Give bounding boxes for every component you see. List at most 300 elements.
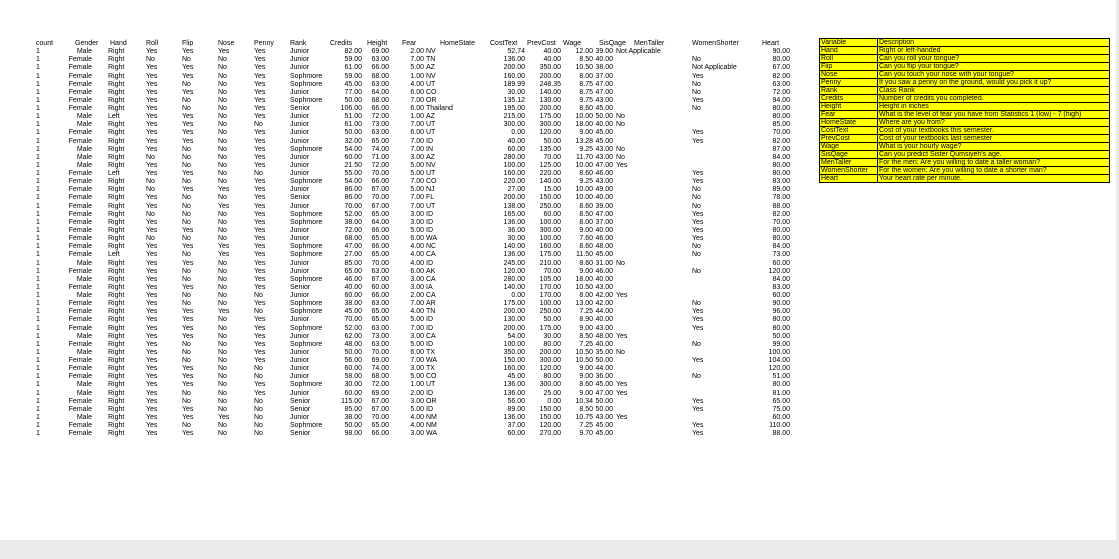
table-cell: Yes: [146, 243, 158, 251]
table-cell: Sophmore: [290, 275, 323, 283]
table-cell: 4.00: [410, 251, 424, 259]
dictionary-row: [820, 159, 1110, 167]
table-cell: 125.00: [539, 161, 561, 169]
table-cell: 89.00: [772, 186, 790, 194]
dictionary-variable: Rank: [820, 87, 878, 95]
table-cell: No: [182, 210, 191, 218]
dictionary-variable: MenTaller: [820, 159, 878, 167]
table-cell: IN: [426, 145, 433, 153]
table-cell: TX: [426, 348, 435, 356]
table-cell: Yes: [146, 357, 158, 365]
table-cell: Female: [68, 56, 92, 64]
table-cell: 160.00: [503, 365, 525, 373]
table-cell: Female: [68, 397, 92, 405]
table-cell: No: [182, 397, 191, 405]
table-cell: Female: [68, 405, 92, 413]
table-cell: Male: [76, 332, 92, 340]
table-cell: Right: [108, 397, 125, 405]
table-cell: 94.00: [772, 96, 790, 104]
table-cell: Female: [68, 80, 92, 88]
table-cell: Junior: [290, 226, 310, 234]
table-cell: 40.00: [595, 226, 613, 234]
table-cell: 74.00: [371, 365, 389, 373]
table-cell: CA: [426, 251, 436, 259]
table-cell: 7.00: [410, 300, 424, 308]
table-cell: Yes: [146, 300, 158, 308]
table-cell: CO: [426, 88, 437, 96]
table-cell: Yes: [146, 308, 158, 316]
table-cell: 9.00: [579, 324, 593, 332]
table-cell: No: [218, 430, 227, 438]
table-cell: Junior: [290, 186, 310, 194]
table-cell: Yes: [616, 161, 628, 169]
dictionary-description: Class Rank: [878, 87, 1110, 95]
table-cell: Right: [108, 381, 125, 389]
table-cell: Right: [108, 283, 125, 291]
column-header: Nose: [218, 40, 235, 47]
table-cell: Yes: [146, 316, 158, 324]
table-cell: 65.00: [344, 267, 362, 275]
table-cell: 50.00: [543, 316, 561, 324]
dictionary-description: Height in inches: [878, 103, 1110, 111]
table-cell: Yes: [692, 430, 704, 438]
table-cell: 83.00: [772, 283, 790, 291]
table-cell: Yes: [254, 235, 266, 243]
table-cell: 85.00: [344, 259, 362, 267]
table-cell: 150.00: [539, 194, 561, 202]
table-cell: Yes: [254, 348, 266, 356]
table-cell: Female: [68, 251, 92, 259]
table-cell: 1: [36, 145, 40, 153]
dictionary-row: [820, 87, 1110, 95]
table-cell: 50.00: [344, 129, 362, 137]
table-cell: Male: [76, 348, 92, 356]
table-cell: Yes: [254, 129, 266, 137]
table-cell: 195.00: [503, 105, 525, 113]
column-header: Hand: [110, 40, 127, 47]
table-cell: Female: [68, 129, 92, 137]
table-cell: 82.00: [772, 210, 790, 218]
table-cell: Right: [108, 275, 125, 283]
table-cell: 160.00: [503, 170, 525, 178]
table-cell: NV: [426, 72, 436, 80]
table-cell: Yes: [146, 422, 158, 430]
table-cell: Yes: [146, 170, 158, 178]
table-cell: No: [182, 267, 191, 275]
table-cell: 70.00: [344, 316, 362, 324]
table-cell: CO: [426, 178, 437, 186]
table-cell: No: [254, 430, 263, 438]
table-cell: 66.00: [371, 105, 389, 113]
table-cell: Yes: [254, 226, 266, 234]
table-cell: Sophmore: [290, 218, 323, 226]
table-cell: 1: [36, 413, 40, 421]
table-cell: 1: [36, 161, 40, 169]
table-cell: 67.00: [371, 202, 389, 210]
table-cell: 40.00: [595, 340, 613, 348]
table-cell: 68.00: [344, 235, 362, 243]
table-cell: 8.60: [579, 381, 593, 389]
table-cell: Yes: [254, 64, 266, 72]
table-cell: Right: [108, 72, 125, 80]
dictionary-row: [820, 55, 1110, 63]
table-cell: 9.00: [579, 129, 593, 137]
table-cell: Right: [108, 88, 125, 96]
table-cell: No: [218, 145, 227, 153]
dictionary-variable: Hand: [820, 47, 878, 55]
table-cell: Yes: [146, 129, 158, 137]
column-header: Roll: [146, 40, 159, 47]
table-cell: 9.00: [579, 389, 593, 397]
table-cell: Yes: [254, 186, 266, 194]
table-cell: 5.00: [410, 170, 424, 178]
table-cell: 38.00: [344, 300, 362, 308]
table-cell: No: [254, 373, 263, 381]
table-cell: No: [692, 202, 701, 210]
table-cell: No: [218, 218, 227, 226]
table-cell: 67.00: [371, 397, 389, 405]
table-cell: 200.00: [539, 72, 561, 80]
table-cell: 100.00: [503, 340, 525, 348]
table-cell: 27.00: [344, 251, 362, 259]
table-cell: Yes: [146, 80, 158, 88]
table-cell: Junior: [290, 56, 310, 64]
table-cell: Yes: [254, 178, 266, 186]
table-cell: Right: [108, 235, 125, 243]
table-cell: Female: [68, 64, 92, 72]
table-cell: Junior: [290, 235, 310, 243]
table-cell: No: [218, 80, 227, 88]
table-cell: 65.00: [772, 397, 790, 405]
table-cell: 3.00: [410, 397, 424, 405]
table-cell: Junior: [290, 259, 310, 267]
table-cell: 4.00: [410, 422, 424, 430]
dictionary-variable: Roll: [820, 55, 878, 63]
table-cell: Yes: [146, 202, 158, 210]
table-cell: 136.00: [503, 413, 525, 421]
table-cell: Yes: [616, 292, 628, 300]
table-cell: 40.00: [595, 121, 613, 129]
table-cell: No: [692, 186, 701, 194]
table-cell: 38.00: [344, 413, 362, 421]
table-cell: Yes: [146, 64, 158, 72]
table-cell: 39.00: [595, 48, 613, 56]
table-cell: Right: [108, 105, 125, 113]
table-cell: Yes: [254, 153, 266, 161]
table-cell: 65.00: [371, 422, 389, 430]
table-cell: Yes: [218, 308, 230, 316]
table-cell: 1: [36, 105, 40, 113]
table-cell: 45.00: [595, 430, 613, 438]
table-cell: 59.00: [344, 72, 362, 80]
table-cell: No: [182, 292, 191, 300]
table-cell: 38.00: [595, 64, 613, 72]
dictionary-description: Cost of your textbooks this semester.: [878, 127, 1110, 135]
table-cell: 27.00: [507, 186, 525, 194]
table-cell: Male: [76, 259, 92, 267]
table-cell: Yes: [254, 389, 266, 397]
table-cell: Yes: [692, 226, 704, 234]
dictionary-row: [820, 79, 1110, 87]
dictionary-row: [820, 143, 1110, 151]
dictionary-row: [820, 47, 1110, 55]
table-cell: 10.00: [575, 194, 593, 202]
table-cell: Sophmore: [290, 340, 323, 348]
table-cell: No: [218, 405, 227, 413]
table-cell: 37.00: [595, 72, 613, 80]
table-cell: Yes: [692, 170, 704, 178]
table-cell: No: [218, 389, 227, 397]
table-cell: ID: [426, 405, 433, 413]
table-cell: 150.00: [539, 413, 561, 421]
table-cell: 77.00: [344, 88, 362, 96]
table-cell: 68.00: [371, 72, 389, 80]
table-cell: No: [254, 170, 263, 178]
table-cell: Senior: [290, 430, 311, 438]
table-cell: 0.00: [511, 292, 525, 300]
table-cell: No: [182, 161, 191, 169]
variable-dictionary: [819, 38, 1110, 183]
table-cell: 160.00: [503, 72, 525, 80]
dictionary-variable: Nose: [820, 71, 878, 79]
table-cell: Yes: [182, 226, 194, 234]
table-cell: Yes: [254, 357, 266, 365]
table-cell: No: [182, 145, 191, 153]
table-cell: Yes: [692, 129, 704, 137]
table-cell: Yes: [146, 324, 158, 332]
table-cell: 82.00: [344, 48, 362, 56]
dictionary-variable: Variable: [820, 39, 878, 47]
table-cell: 43.00: [595, 153, 613, 161]
table-cell: Junior: [290, 389, 310, 397]
column-header: Credits: [330, 40, 353, 47]
table-cell: Female: [68, 105, 92, 113]
table-cell: 1: [36, 64, 40, 72]
table-cell: ID: [426, 259, 433, 267]
table-cell: 200.00: [539, 105, 561, 113]
table-cell: Male: [76, 381, 92, 389]
table-cell: Yes: [146, 365, 158, 373]
table-cell: Female: [68, 430, 92, 438]
table-cell: Right: [108, 316, 125, 324]
table-cell: 138.00: [503, 202, 525, 210]
table-cell: Female: [68, 373, 92, 381]
table-cell: Yes: [182, 129, 194, 137]
table-cell: 1: [36, 56, 40, 64]
table-cell: No: [182, 218, 191, 226]
table-cell: Junior: [290, 357, 310, 365]
table-cell: Yes: [692, 210, 704, 218]
column-header: SisQage: [599, 40, 626, 47]
table-cell: 73.00: [371, 332, 389, 340]
table-cell: 200.00: [503, 324, 525, 332]
table-cell: Sophmore: [290, 210, 323, 218]
table-cell: 72.00: [371, 161, 389, 169]
table-cell: Female: [68, 72, 92, 80]
table-cell: 70.00: [543, 153, 561, 161]
table-cell: Male: [76, 389, 92, 397]
table-cell: No: [218, 324, 227, 332]
table-cell: NJ: [426, 186, 435, 194]
table-cell: Yes: [146, 389, 158, 397]
table-cell: Junior: [290, 88, 310, 96]
table-cell: 40.00: [344, 283, 362, 291]
table-cell: 37.00: [595, 218, 613, 226]
table-cell: 70.00: [344, 202, 362, 210]
table-cell: No: [692, 267, 701, 275]
table-cell: Right: [108, 186, 125, 194]
table-cell: No: [182, 202, 191, 210]
table-cell: Yes: [254, 202, 266, 210]
table-cell: Yes: [146, 275, 158, 283]
table-cell: 67.00: [371, 186, 389, 194]
table-cell: 66.00: [371, 178, 389, 186]
table-cell: Sophmore: [290, 300, 323, 308]
table-cell: No: [182, 251, 191, 259]
table-cell: 106.00: [340, 105, 362, 113]
table-cell: 21.50: [344, 161, 362, 169]
table-cell: 63.00: [371, 340, 389, 348]
table-cell: Yes: [182, 186, 194, 194]
table-cell: 9.75: [579, 96, 593, 104]
table-cell: 1: [36, 365, 40, 373]
table-cell: Yes: [254, 275, 266, 283]
column-header: Wage: [563, 40, 582, 47]
table-cell: 115.00: [341, 397, 362, 405]
table-cell: No: [146, 235, 155, 243]
table-cell: No: [254, 292, 263, 300]
table-cell: Yes: [254, 56, 266, 64]
table-cell: 69.00: [371, 389, 389, 397]
table-cell: No: [218, 170, 227, 178]
table-cell: Right: [108, 96, 125, 104]
column-header: Rank: [290, 40, 307, 47]
table-cell: 8.00: [579, 218, 593, 226]
table-cell: No: [182, 96, 191, 104]
table-cell: CA: [426, 332, 436, 340]
table-cell: 61.00: [344, 64, 362, 72]
table-cell: 8.75: [579, 80, 593, 88]
table-cell: 1: [36, 381, 40, 389]
table-cell: Yes: [692, 405, 704, 413]
table-cell: Male: [76, 145, 92, 153]
table-cell: WA: [426, 235, 438, 243]
table-cell: Female: [68, 178, 92, 186]
table-cell: 66.00: [371, 292, 389, 300]
table-cell: 40.00: [543, 56, 561, 64]
table-cell: No: [218, 64, 227, 72]
table-cell: Right: [108, 324, 125, 332]
table-cell: Junior: [290, 413, 310, 421]
table-cell: 67.00: [371, 405, 389, 413]
table-cell: No: [146, 153, 155, 161]
table-cell: 50.00: [595, 113, 613, 121]
column-header: WomenShorter: [692, 40, 739, 47]
table-cell: 1: [36, 389, 40, 397]
table-cell: 62.00: [344, 332, 362, 340]
table-cell: Left: [108, 170, 120, 178]
table-cell: 9.00: [579, 226, 593, 234]
table-cell: Female: [68, 357, 92, 365]
table-cell: 215.00: [503, 113, 525, 121]
table-cell: Male: [76, 153, 92, 161]
table-cell: 67.00: [772, 64, 790, 72]
table-cell: 72.00: [772, 88, 790, 96]
table-cell: No: [218, 422, 227, 430]
table-cell: Yes: [254, 283, 266, 291]
table-cell: 100.00: [539, 235, 561, 243]
table-cell: Female: [68, 210, 92, 218]
table-cell: 3.00: [410, 153, 424, 161]
table-cell: 1: [36, 218, 40, 226]
table-cell: 48.00: [595, 332, 613, 340]
table-cell: Yes: [692, 316, 704, 324]
table-cell: 200.00: [503, 194, 525, 202]
table-cell: Female: [68, 186, 92, 194]
table-cell: No: [692, 251, 701, 259]
table-cell: 136.00: [503, 381, 525, 389]
table-cell: Yes: [692, 137, 704, 145]
table-cell: 1: [36, 243, 40, 251]
table-cell: 1: [36, 300, 40, 308]
table-cell: 40.00: [595, 56, 613, 64]
table-cell: 6.00: [410, 235, 424, 243]
table-cell: Left: [108, 251, 120, 259]
table-cell: No: [218, 96, 227, 104]
table-cell: 245.00: [503, 259, 525, 267]
table-cell: 54.00: [507, 332, 525, 340]
table-cell: 210.00: [539, 259, 561, 267]
table-cell: Yes: [182, 381, 194, 389]
table-cell: 120.00: [768, 365, 790, 373]
table-cell: Yes: [254, 96, 266, 104]
table-cell: Female: [68, 170, 92, 178]
table-cell: Yes: [146, 430, 158, 438]
table-cell: AZ: [426, 113, 435, 121]
table-cell: 88.00: [772, 202, 790, 210]
dictionary-header-row: [820, 39, 1110, 47]
table-cell: Right: [108, 202, 125, 210]
table-cell: Right: [108, 267, 125, 275]
table-cell: 30.00: [507, 88, 525, 96]
table-cell: NV: [426, 48, 436, 56]
table-cell: 50.00: [543, 137, 561, 145]
table-cell: No: [218, 235, 227, 243]
table-cell: No: [218, 292, 227, 300]
table-cell: 10.00: [575, 113, 593, 121]
table-cell: 60.00: [772, 259, 790, 267]
table-cell: 36.00: [595, 373, 613, 381]
table-cell: 50.00: [344, 96, 362, 104]
table-cell: No: [146, 56, 155, 64]
table-cell: 70.00: [543, 267, 561, 275]
table-cell: 8.00: [579, 72, 593, 80]
dictionary-row: [820, 111, 1110, 119]
table-cell: No: [218, 357, 227, 365]
table-cell: Yes: [254, 324, 266, 332]
table-cell: 84.00: [772, 275, 790, 283]
table-cell: 136.00: [503, 218, 525, 226]
table-cell: 5.00: [410, 405, 424, 413]
table-cell: No: [218, 153, 227, 161]
table-cell: 46.00: [344, 275, 362, 283]
table-cell: 60.00: [344, 292, 362, 300]
table-cell: ID: [426, 226, 433, 234]
table-cell: 140.00: [503, 283, 525, 291]
table-cell: 45.00: [595, 137, 613, 145]
table-cell: Male: [76, 121, 92, 129]
table-cell: 5.00: [410, 316, 424, 324]
